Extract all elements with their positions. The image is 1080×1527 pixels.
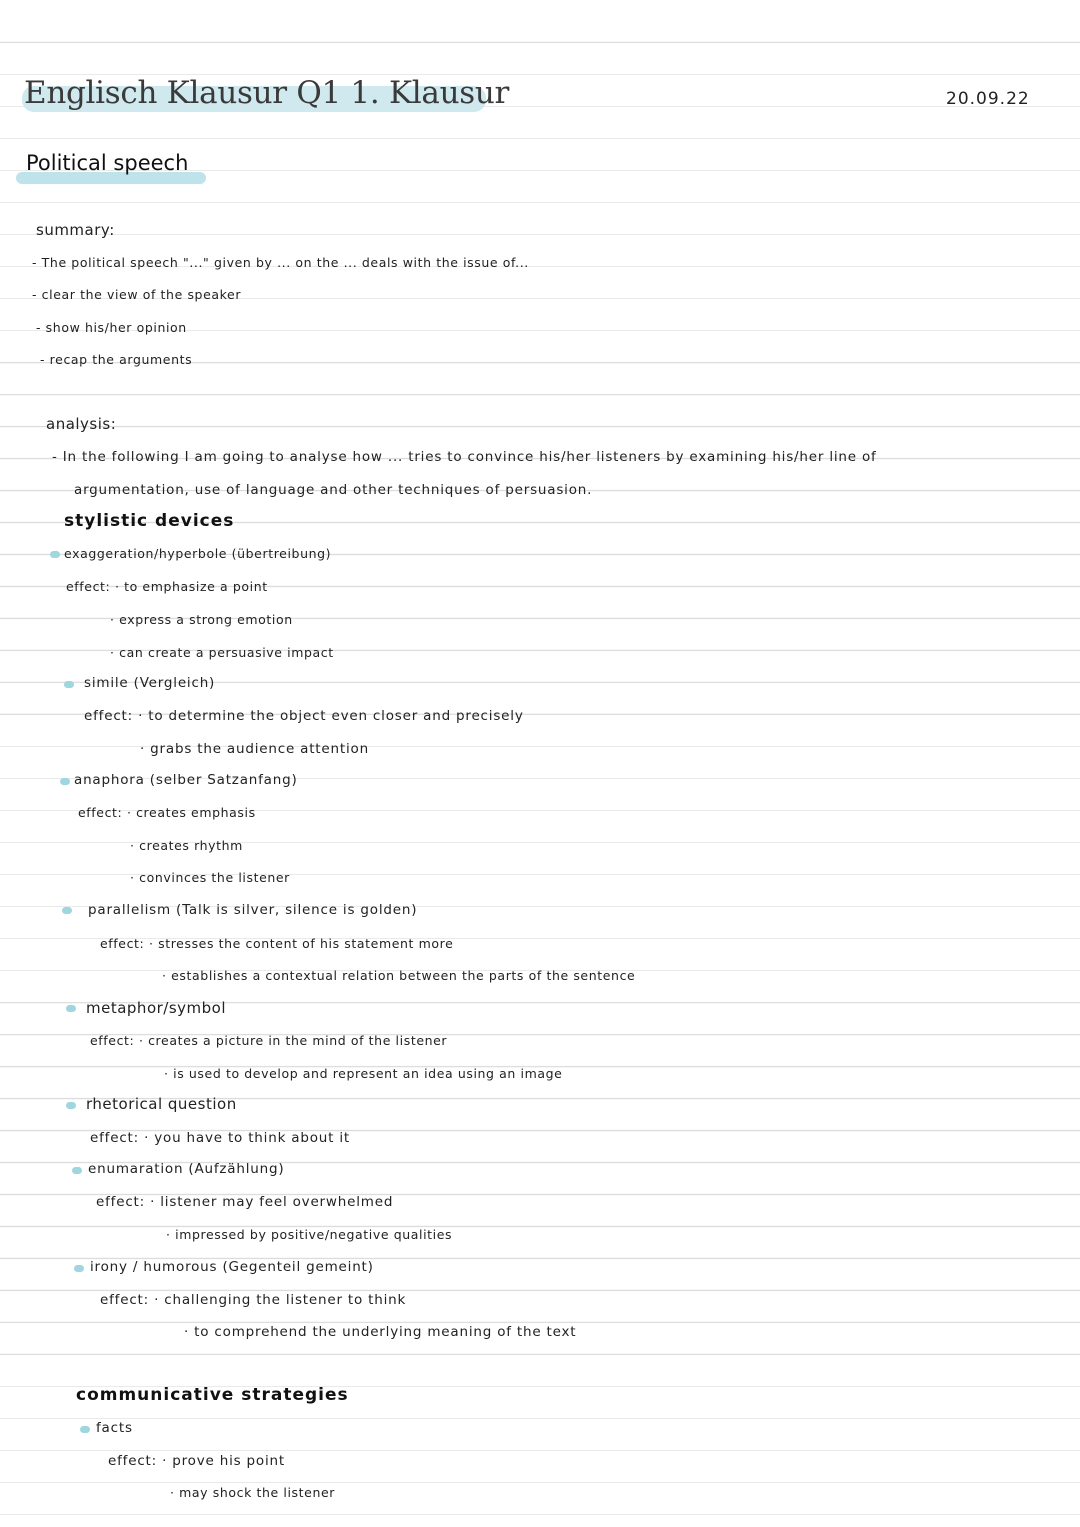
effect-line: effect: · stresses the content of his statement more: [100, 936, 454, 951]
effect-line: effect: · to determine the object even closer and precisely: [84, 708, 524, 724]
device-name: exaggeration/hyperbole (übertreibung): [64, 546, 332, 561]
bullet-marker: [60, 778, 70, 785]
strategy-name: facts: [96, 1420, 133, 1436]
effect-line: · creates rhythm: [130, 838, 243, 853]
effect-line: · may shock the listener: [170, 1485, 336, 1500]
bullet-marker: [66, 1005, 76, 1012]
analysis-intro-line: argumentation, use of language and other techniques of persuasion.: [74, 482, 593, 498]
page-date: 20.09.22: [946, 89, 1030, 109]
device-name: parallelism (Talk is silver, silence is golden): [88, 902, 418, 918]
effect-line: · establishes a contextual relation between the parts of the sentence: [162, 968, 636, 983]
analysis-intro-line: - In the following I am going to analyse how ... tries to convince his/her listeners by examining his/her line of: [52, 449, 877, 465]
effect-line: effect: · listener may feel overwhelmed: [96, 1194, 394, 1210]
summary-item: - show his/her opinion: [36, 320, 187, 335]
section-heading: Political speech: [26, 151, 189, 175]
effect-line: effect: · prove his point: [108, 1453, 285, 1469]
effect-line: effect: · creates a picture in the mind of the listener: [90, 1033, 448, 1048]
device-name: enumaration (Aufzählung): [88, 1161, 285, 1177]
summary-item: - clear the view of the speaker: [32, 287, 242, 302]
device-name: metaphor/symbol: [86, 999, 227, 1017]
effect-line: · convinces the listener: [130, 870, 290, 885]
summary-item: - recap the arguments: [40, 352, 193, 367]
bullet-marker: [74, 1265, 84, 1272]
stylistic-devices-heading: stylistic devices: [64, 511, 235, 531]
effect-line: · to comprehend the underlying meaning of the text: [184, 1324, 577, 1340]
bullet-marker: [64, 681, 74, 688]
device-name: anaphora (selber Satzanfang): [74, 772, 298, 788]
device-name: irony / humorous (Gegenteil gemeint): [90, 1259, 374, 1275]
page-title: Englisch Klausur Q1 1. Klausur: [24, 75, 510, 111]
effect-line: · can create a persuasive impact: [110, 645, 334, 660]
effect-line: · is used to develop and represent an idea using an image: [164, 1066, 563, 1081]
effect-line: effect: · challenging the listener to think: [100, 1292, 407, 1308]
bullet-marker: [80, 1426, 90, 1433]
device-name: rhetorical question: [86, 1095, 237, 1113]
effect-line: · impressed by positive/negative qualities: [166, 1227, 453, 1242]
device-name: simile (Vergleich): [84, 675, 216, 691]
bullet-marker: [62, 907, 72, 914]
effect-line: effect: · to emphasize a point: [66, 579, 268, 594]
summary-item: - The political speech "..." given by ... on the ... deals with the issue of...: [32, 255, 529, 270]
bullet-marker: [50, 551, 60, 558]
communicative-strategies-heading: communicative strategies: [76, 1385, 349, 1405]
effect-line: effect: · creates emphasis: [78, 805, 256, 820]
effect-line: · grabs the audience attention: [140, 741, 369, 757]
bullet-marker: [72, 1167, 82, 1174]
summary-label: summary:: [36, 221, 115, 239]
effect-line: · express a strong emotion: [110, 612, 293, 627]
bullet-marker: [66, 1102, 76, 1109]
analysis-label: analysis:: [46, 415, 117, 433]
effect-line: effect: · you have to think about it: [90, 1130, 350, 1146]
